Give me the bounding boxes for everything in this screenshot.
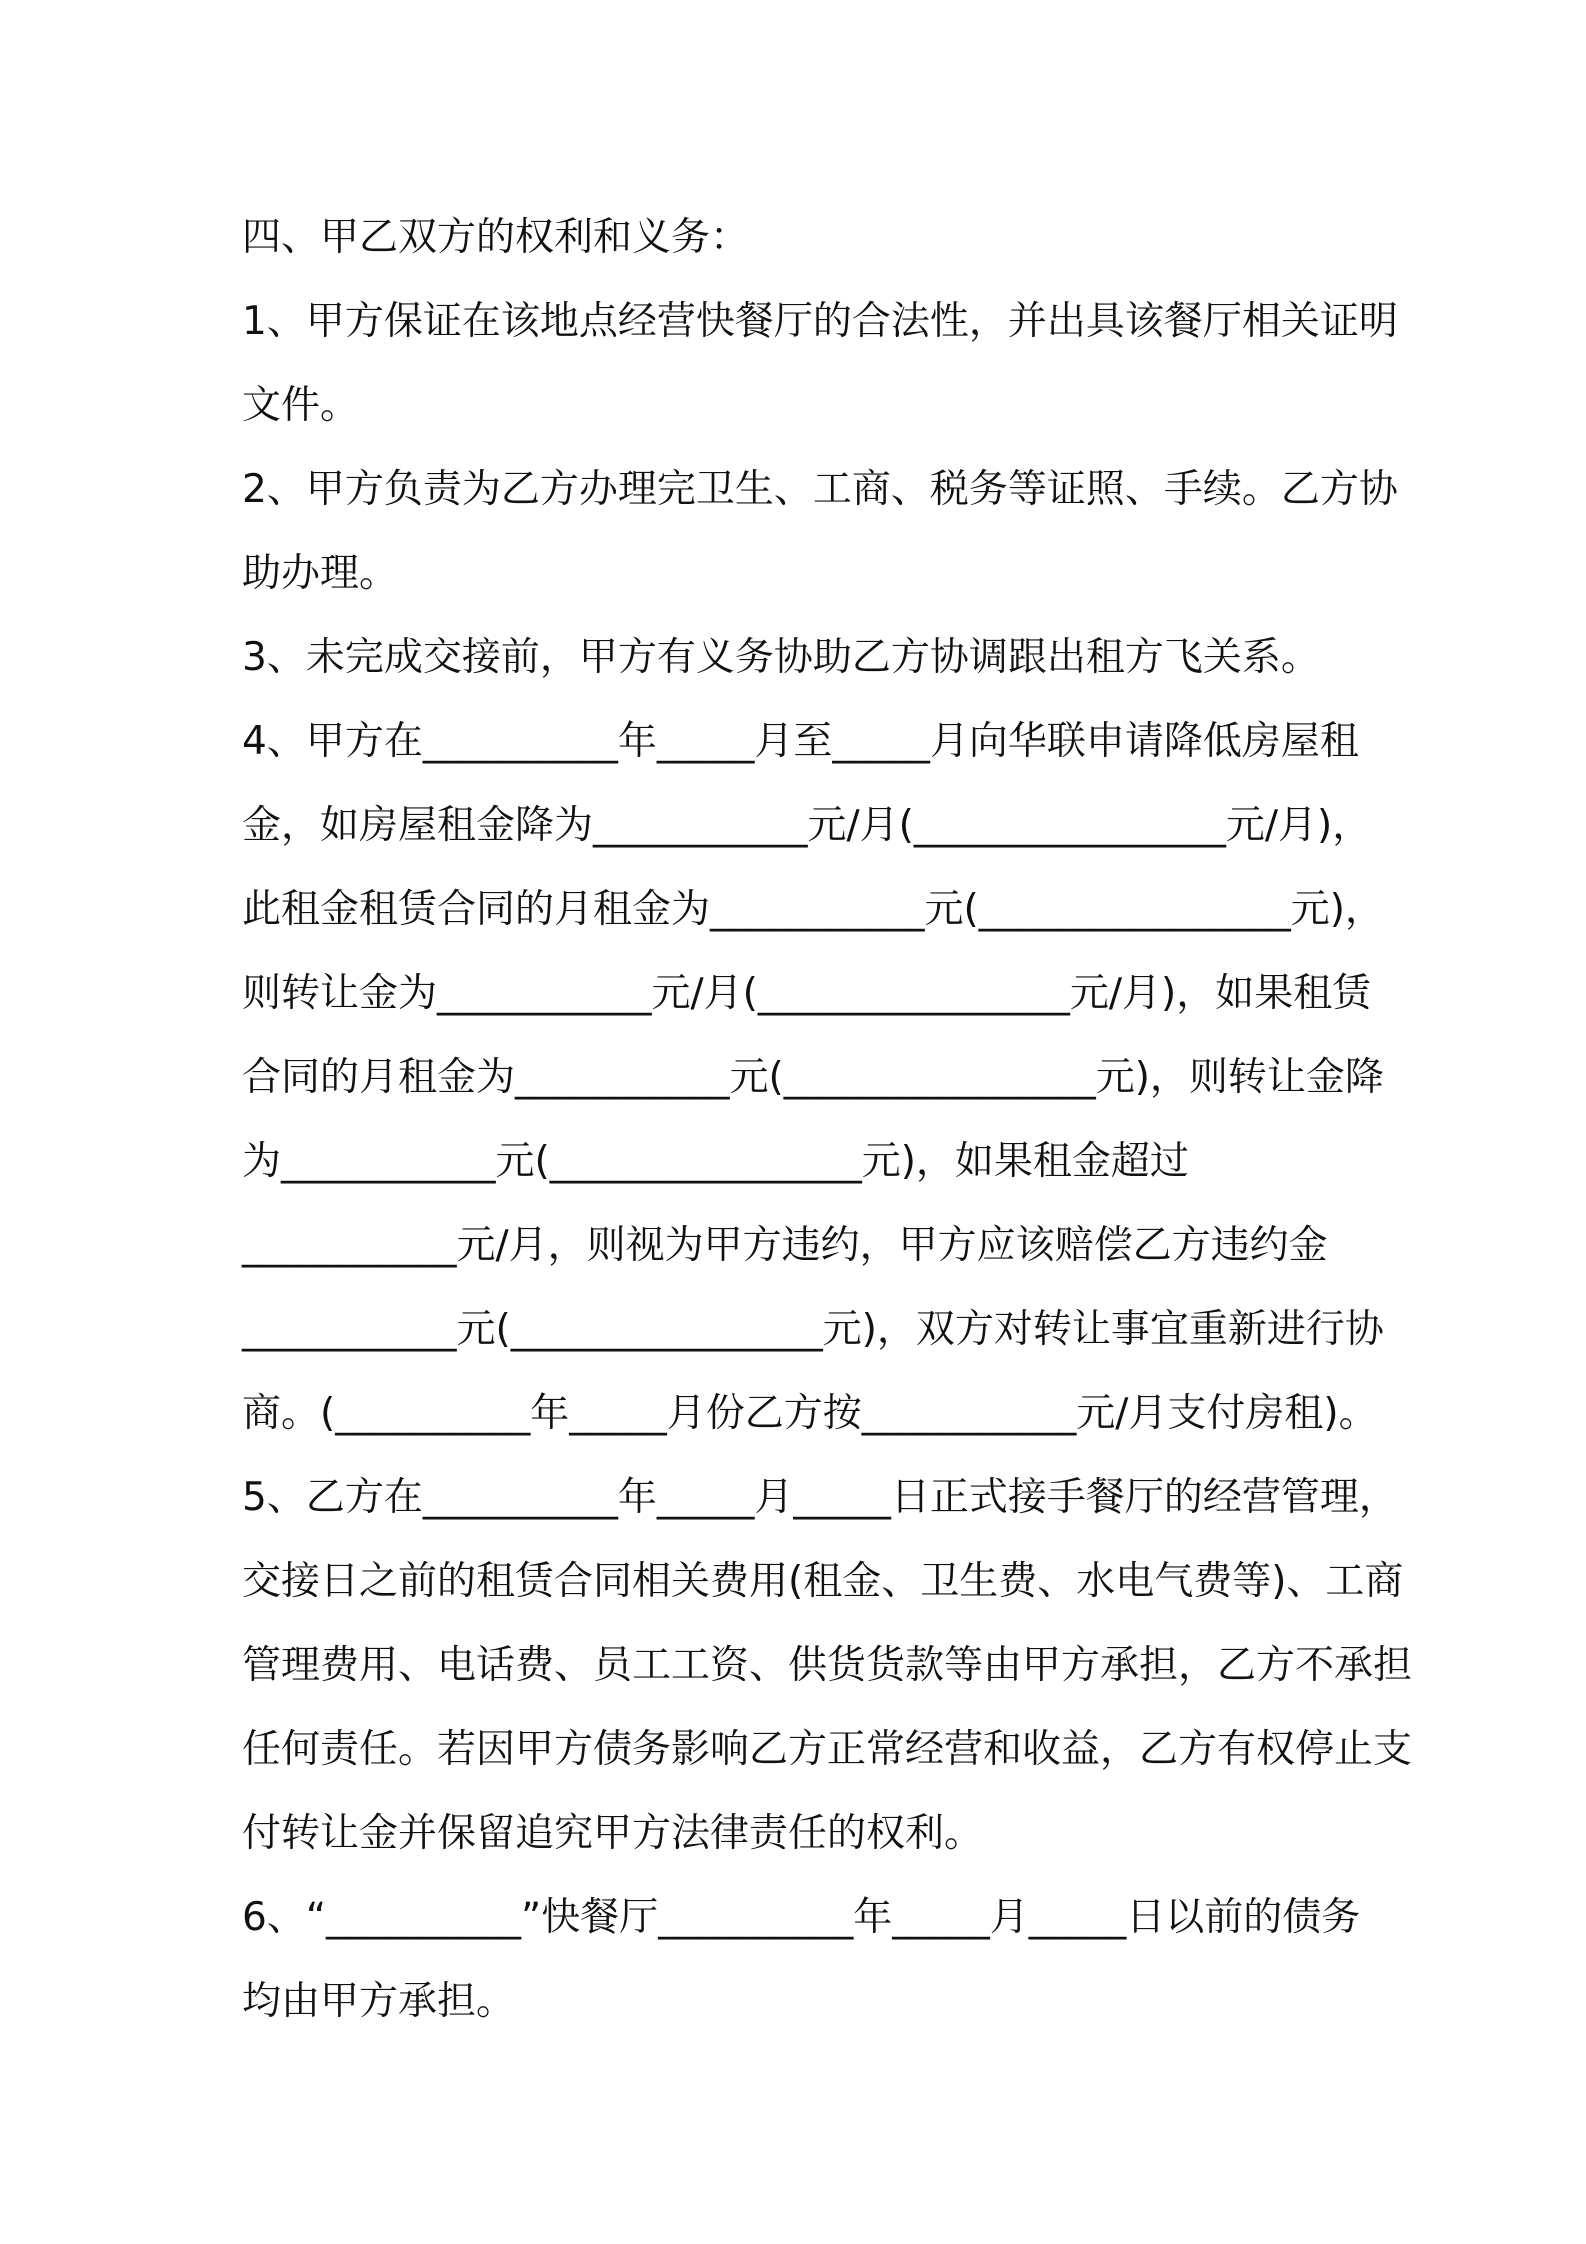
clause-4-line-5: 合同的月租金为___________元(________________元)，则转让金降 bbox=[242, 1055, 1384, 1100]
clause-5-line-3: 管理费用、电话费、员工工资、供货货款等由甲方承担，乙方不承担 bbox=[242, 1643, 1413, 1688]
clause-4-line-7: ___________元/月，则视为甲方违约，甲方应该赔偿乙方违约金 bbox=[242, 1223, 1328, 1268]
clause-4-line-3: 此租金租赁合同的月租金为___________元(________________元)， bbox=[242, 887, 1384, 932]
clause-4-line-1: 4、甲方在__________年_____月至_____月向华联申请降低房屋租 bbox=[242, 719, 1359, 764]
document-body bbox=[242, 196, 1413, 2044]
clause-5-line-5: 付转让金并保留追究甲方法律责任的权利。 bbox=[242, 1811, 984, 1856]
clause-4-line-4: 则转让金为___________元/月(________________元/月)，如果租赁 bbox=[242, 971, 1372, 1016]
clause-5-line-2: 交接日之前的租赁合同相关费用(租金、卫生费、水电气费等)、工商 bbox=[242, 1559, 1404, 1604]
clause-4-line-6: 为___________元(________________元)，如果租金超过 bbox=[242, 1139, 1189, 1184]
clause-1-line-2: 文件。 bbox=[242, 383, 360, 428]
clause-2-line-2: 助办理。 bbox=[242, 551, 399, 596]
clause-5-line-1: 5、乙方在__________年_____月_____日正式接手餐厅的经营管理， bbox=[242, 1475, 1398, 1520]
clause-6-line-1: 6、“__________”快餐厅__________年_____月_____日以前的债务 bbox=[242, 1895, 1361, 1940]
clause-6-line-2: 均由甲方承担。 bbox=[242, 1979, 516, 2024]
clause-3-line-1: 3、未完成交接前，甲方有义务协助乙方协调跟出租方飞关系。 bbox=[242, 635, 1320, 680]
clause-1-line-1: 1、甲方保证在该地点经营快餐厅的合法性，并出具该餐厅相关证明 bbox=[242, 299, 1398, 344]
section-heading-rights-obligations: 四、甲乙双方的权利和义务： bbox=[242, 215, 750, 260]
clause-4-line-2: 金，如房屋租金降为___________元/月(________________元/月)， bbox=[242, 803, 1372, 848]
clause-4-line-9: 商。(__________年_____月份乙方按___________元/月支付房租)。 bbox=[242, 1391, 1378, 1436]
clause-4-line-8: ___________元(________________元)，双方对转让事宜重新进行协 bbox=[242, 1307, 1384, 1352]
clause-5-line-4: 任何责任。若因甲方债务影响乙方正常经营和收益，乙方有权停止支 bbox=[242, 1727, 1413, 1772]
clause-2-line-1: 2、甲方负责为乙方办理完卫生、工商、税务等证照、手续。乙方协 bbox=[242, 467, 1398, 512]
